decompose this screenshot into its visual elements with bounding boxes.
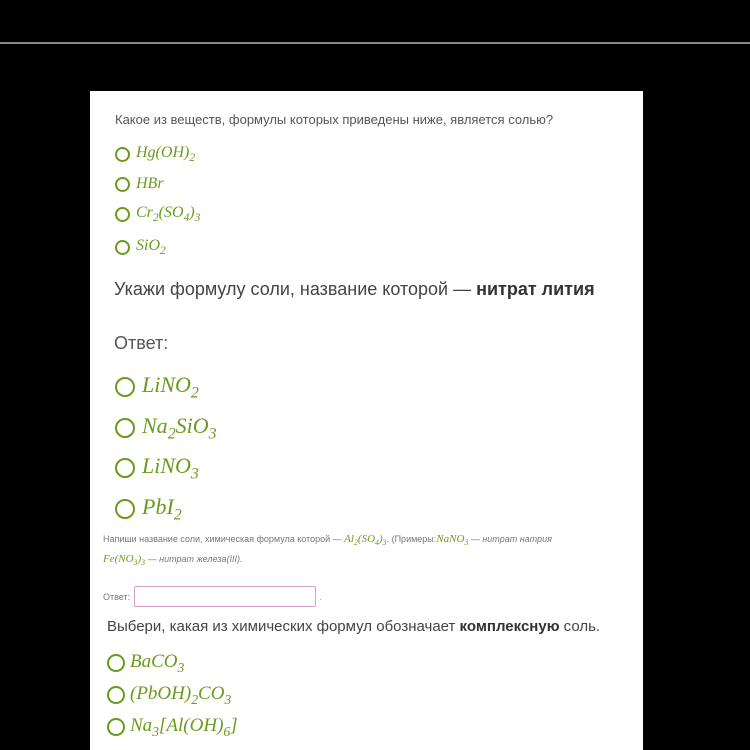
- q1-option-2[interactable]: [115, 175, 164, 193]
- question-3-text-main: Напиши название соли, химическая формула которой —: [103, 534, 345, 544]
- q2-option-3[interactable]: [115, 453, 199, 484]
- question-3-text-line2: [103, 553, 242, 567]
- q1-option-4[interactable]: [115, 237, 166, 257]
- quiz-page: [90, 91, 643, 750]
- q4-option-2-formula: $(PbOH)_2CO_3$: [130, 683, 232, 707]
- q4-option-3[interactable]: [107, 715, 238, 740]
- q1-option-1-formula: $Hg(OH)_2$: [136, 144, 196, 165]
- top-divider: [0, 42, 750, 44]
- example-formula-2: $Fe(NO_3)_3$: [103, 553, 146, 567]
- trailing-dot: .: [319, 591, 322, 602]
- radio-button[interactable]: [115, 147, 130, 162]
- radio-button[interactable]: [107, 718, 125, 736]
- radio-button[interactable]: [115, 418, 135, 438]
- question-3-formula: $Al_2(SO_4)_3$: [344, 533, 387, 547]
- q2-option-4[interactable]: [115, 494, 182, 525]
- question-1-text: Какое из веществ, формулы которых приведены ниже, является солью?: [115, 112, 554, 127]
- q1-option-1[interactable]: [115, 144, 195, 164]
- answer-label: Ответ:: [114, 333, 169, 353]
- q4-option-1[interactable]: [107, 651, 184, 676]
- q2-option-1-formula: LiNO$_2$: [142, 372, 199, 402]
- radio-button[interactable]: [115, 499, 135, 519]
- radio-button[interactable]: [115, 240, 130, 255]
- radio-button[interactable]: [115, 458, 135, 478]
- example-name-1: — нитрат натрия: [468, 534, 552, 544]
- radio-button[interactable]: [115, 177, 130, 192]
- example-formula-1: NaNO$_3$: [436, 533, 469, 547]
- q2-option-2[interactable]: [115, 413, 217, 444]
- question-4-suffix: соль.: [559, 618, 601, 635]
- question-4-text: [107, 618, 600, 635]
- radio-button[interactable]: [115, 207, 130, 222]
- q1-option-3-formula: $Cr_2(SO_4)_3$: [136, 204, 201, 225]
- q1-option-3[interactable]: [115, 204, 200, 224]
- question-2-bold: нитрат лития: [476, 279, 595, 299]
- question-2-text: [114, 279, 595, 300]
- q4-option-1-formula: BaCO$_3$: [130, 651, 185, 675]
- q2-option-3-formula: LiNO$_3$: [142, 453, 199, 483]
- q4-option-2[interactable]: [107, 683, 231, 708]
- radio-button[interactable]: [107, 654, 125, 672]
- answer-input[interactable]: [134, 586, 316, 607]
- q1-option-2-formula: HBr: [136, 175, 164, 192]
- q2-option-1[interactable]: [115, 372, 199, 403]
- question-3-answer-row: [103, 586, 322, 607]
- question-4-bold: комплексную: [459, 618, 560, 635]
- answer-label-small: Ответ:: [103, 591, 131, 602]
- question-4-prefix: Выбери, какая из химических формул обозначает: [107, 618, 460, 635]
- q2-option-2-formula: $Na_2SiO_3$: [142, 413, 217, 443]
- radio-button[interactable]: [107, 686, 125, 704]
- q4-option-3-formula: $Na_3[Al(OH)_6]$: [130, 715, 238, 739]
- q1-option-4-formula: SiO$_2$: [136, 237, 166, 258]
- example-name-2: — нитрат железа(III).: [145, 554, 243, 564]
- question-3-examples-label: . (Примеры:: [386, 534, 437, 544]
- question-2-prefix: Укажи формулу соли, название которой —: [114, 279, 477, 299]
- radio-button[interactable]: [115, 377, 135, 397]
- q2-option-4-formula: PbI$_2$: [142, 494, 182, 524]
- question-3-text: [103, 533, 552, 547]
